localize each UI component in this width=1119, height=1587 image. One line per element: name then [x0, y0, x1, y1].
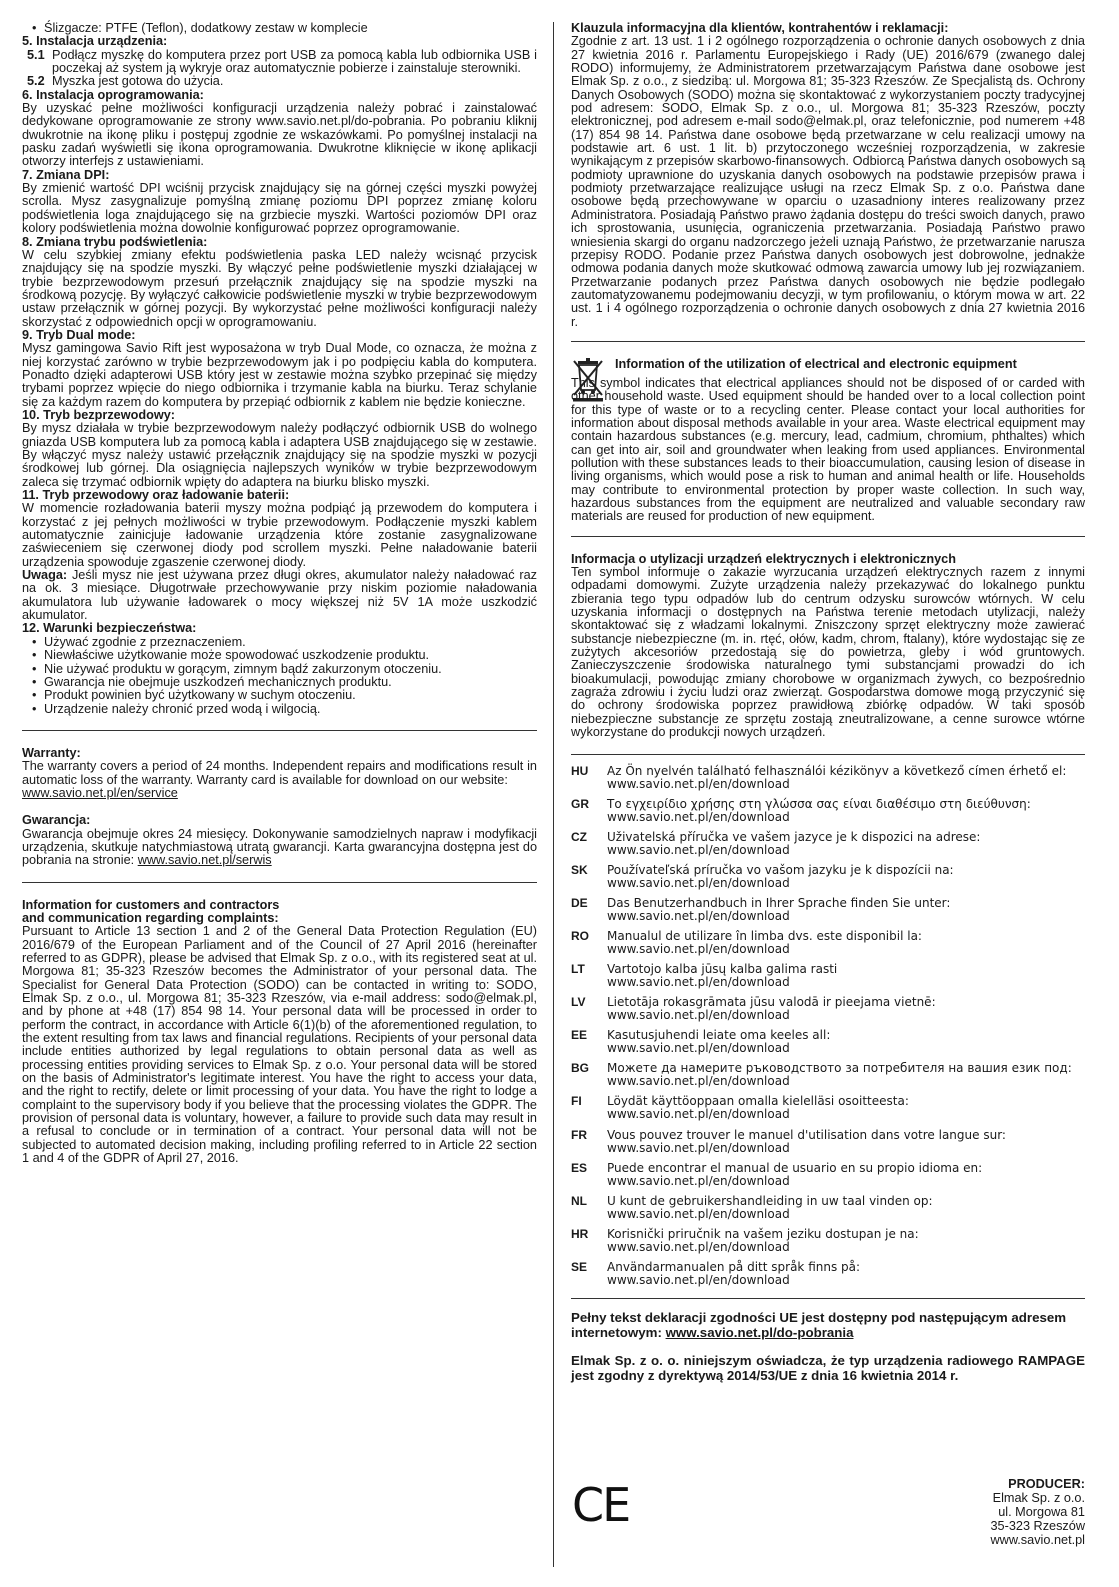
language-item	[571, 996, 1085, 1022]
section-text: By zmienić wartość DPI wciśnij przycisk znajdujący się na górnej części myszki powyżej scrolla. Mysz zasygnalizuje pomyślną zmianę poziomu DPI poprzez zmianę koloru podświetlenia loga znajdującego się na grzbiecie myszki. Wartości poziomów DPI oraz kolory podświetlenia można dowolnie konfigurować poprzez oprogramowanie.	[22, 181, 537, 236]
gwarancja-link[interactable]: www.savio.net.pl/serwis	[137, 853, 272, 868]
declaration-paragraph	[571, 1311, 1085, 1340]
language-code: FI	[571, 1094, 582, 1109]
language-url[interactable]: www.savio.net.pl/en/download	[607, 941, 790, 956]
language-code: SE	[571, 1259, 588, 1274]
gwarancja-text: Gwarancja obejmuje okres 24 miesięcy. Dokonywanie samodzielnych napraw i modyfikacji urządzenia, skutkuje natychmiastową utratą gwarancji. Karta gwarancyjna dostępna jest do pobrania na stronie:	[22, 826, 537, 868]
language-text: Uživatelská příručka ve vašem jazyce je k dispozici na adrese:	[607, 829, 981, 844]
language-item	[571, 1162, 1085, 1188]
language-item	[571, 897, 1085, 923]
language-code: DE	[571, 895, 588, 910]
language-text: Manualul de utilizare în limba dvs. este disponibil la:	[607, 928, 922, 943]
language-item	[571, 1228, 1085, 1254]
language-code: LV	[571, 995, 586, 1010]
ce-mark: CE	[572, 1478, 630, 1532]
language-text: Lietotāja rokasgrāmata jūsu valodā ir pieejama vietnē:	[607, 995, 936, 1010]
declaration-text: Pełny tekst deklaracji zgodności UE jest dostępny pod następującym adresem internetowym:	[571, 1310, 1067, 1340]
language-text: Το εγχειρίδιο χρήσης στη γλώσσα σας είναι διαθέσιμο στη διεύθυνση:	[607, 796, 1031, 811]
language-code: SK	[571, 862, 588, 877]
warranty-link[interactable]: www.savio.net.pl/en/service	[22, 785, 178, 800]
language-item	[571, 1029, 1085, 1055]
feature-list	[22, 22, 537, 35]
language-url[interactable]: www.savio.net.pl/en/download	[607, 1107, 790, 1122]
section-text: By mysz działała w trybie bezprzewodowym należy podłączyć odbiornik USB do wolnego gniazda USB komputera lub za pomocą kabla i adaptera USB znajdującego się w zestawie. By włączyć mysz należy ustawić przełącznik znajdujący się na spodzie myszki w pozycji środkowej lub górnej. Dla osiągnięcia najlepszych wyników w trybie bezprzewodowym zaleca się trzymać odbiornik wpięty do adaptera na biurku blisko myszki.	[22, 421, 537, 489]
language-url[interactable]: www.savio.net.pl/en/download	[607, 776, 790, 791]
language-code: RO	[571, 928, 589, 943]
language-url[interactable]: www.savio.net.pl/en/download	[607, 1074, 790, 1089]
safety-item: • Używać zgodnie z przeznaczeniem.	[22, 636, 537, 649]
language-url[interactable]: www.savio.net.pl/en/download	[607, 1206, 790, 1221]
section-title: 7. Zmiana DPI:	[22, 167, 110, 182]
language-url[interactable]: www.savio.net.pl/en/download	[607, 842, 790, 857]
step-number: 5.2	[27, 74, 45, 89]
section-title: 12. Warunki bezpieczeństwa:	[22, 621, 197, 636]
language-text: Vartotojo kalba jūsų kalba galima rasti	[607, 962, 838, 977]
producer-name: Elmak Sp. z o.o.	[992, 1491, 1085, 1505]
language-item	[571, 1195, 1085, 1221]
language-item	[571, 1129, 1085, 1155]
klauzula-title: Klauzula informacyjna dla klientów, kontrahentów i reklamacji:	[571, 21, 949, 35]
section-title: 6. Instalacja oprogramowania:	[22, 87, 204, 102]
language-url[interactable]: www.savio.net.pl/en/download	[607, 1173, 790, 1188]
warning-note	[22, 569, 537, 622]
producer-city: 35-323 Rzeszów	[990, 1519, 1085, 1533]
step-text: Myszka jest gotowa do użycia.	[52, 74, 224, 89]
section-title: 9. Tryb Dual mode:	[22, 327, 136, 342]
language-url[interactable]: www.savio.net.pl/en/download	[607, 1008, 790, 1023]
left-column	[22, 22, 537, 1166]
language-text: Používateľská príručka vo vašom jazyku je k dispozícii na:	[607, 862, 954, 877]
language-text: Kasutusjuhendi leiate oma keeles all:	[607, 1028, 831, 1043]
gwarancja-paragraph	[22, 828, 537, 868]
warning-text: Jeśli mysz nie jest używana przez długi okres, akumulator należy naładować raz na ok. 3 miesiące. Długotrwałe przechowywanie przy niskim poziomie naładowania akumulatora lub używanie ładowarek o mocy większej niż 5V 1A może uszkodzić akumulator.	[22, 568, 537, 623]
language-text: Användarmanualen på ditt språk finns på:	[607, 1259, 861, 1274]
language-code: BG	[571, 1061, 589, 1076]
section-text: By uzyskać pełne możliwości konfiguracji urządzenia należy pobrać i zainstalować dedykowane oprogramowanie ze strony www.savio.net.pl/do-pobrania. Po pobraniu kliknij dwukrotnie na ikonę pliku i postępuj zgodnie ze wskazówkami. Po pomyślnej instalacji na pasku zadań wyświetli się ikona oprogramowania. Dwukrotne kliknięcie w ikonę aplikacji otworzy interfejs z ustawieniami.	[22, 101, 537, 169]
right-column	[571, 22, 1085, 1383]
column-divider	[553, 22, 554, 1567]
section-title: 11. Tryb przewodowy oraz ładowanie baterii:	[22, 488, 290, 503]
producer-web[interactable]: www.savio.net.pl	[990, 1533, 1085, 1547]
step-item	[22, 49, 537, 76]
language-code: FR	[571, 1127, 587, 1142]
language-code: GR	[571, 796, 589, 811]
gdpr-title: Information for customers and contractors	[22, 897, 280, 912]
safety-item: • Produkt powinien być użytkowany w suchym otoczeniu.	[22, 689, 537, 702]
feature-item: • Ślizgacze: PTFE (Teflon), dodatkowy zestaw w komplecie	[22, 22, 537, 35]
klauzula-text: Zgodnie z art. 13 ust. 1 i 2 ogólnego rozporządzenia o ochronie danych osobowych z dnia 27 kwietnia 2016 r. Parlamentu Europejskiego i Rady (UE) 2016/679 (zwanego dalej RODO) informujemy, że Administratorem przetwarzającym Państwa dane osobowe jest Elmak Sp. z o.o., z siedzibą: ul. Morgowa 81; 35-323 Rzeszów. Ze Specjalistą ds. Ochrony Danych Osobowych (SODO) można się skontaktować z wykorzystaniem poczty tradycyjnej pod adresem: SODO, Elmak Sp. z o.o., ul. Morgowa 81; 35-323 Rzeszów, poczty elektronicznej, pod adresem e-mail sodo@elmak.pl, oraz telefonicznie, pod numerem +48 (17) 854 98 14. Państwa dane osobowe będą przetwarzane w celu realizacji umowy na podstawie art. 6 ust. 1 lit. b) przytoczonego wcześniej rozporządzenia, w zakresie wynikającym z przepisów skarbowo-finansowych. Odbiorcą Państwa danych osobowych są podmioty uprawnione do uzyskania danych osobowych na podstawie przepisów prawa i podmioty przetwarzające realizujące usługi na rzecz Elmak Sp. z o.o. Państwa dane osobowe będą przechowywane w oparciu o uzasadniony interes realizowany przez Administratora. Posiadają Państwo prawo żądania dostępu do treści swoich danych, prawo ich sprostowania, usunięcia, ograniczenia przetwarzania. Posiadają Państwo prawo wniesienia skargi do organu nadzorczego jeżeli uznają Państwo, że przetwarzanie narusza przepisy RODO. Podanie przez Państwa danych osobowych jest dobrowolne, jednakże odmowa podania danych może skutkować odmową zawarcia umowy lub jej rozwiązaniem. Przetwarzanie podanych przez Państwa danych osobowych nie będzie podlegało zautomatyzowanemu podejmowaniu decyzji, w tym profilowaniu, o którym mowa w art. 22 ust. 1 i 4 ogólnego rozporządzenia o ochronie danych osobowych z dnia 27 kwietnia 2016 r.	[571, 34, 1085, 329]
language-text: Puede encontrar el manual de usuario en su propio idioma en:	[607, 1160, 983, 1175]
language-code: LT	[571, 962, 585, 977]
language-code: NL	[571, 1193, 587, 1208]
language-url[interactable]: www.savio.net.pl/en/download	[607, 809, 790, 824]
gwarancja-title: Gwarancja:	[22, 813, 91, 828]
language-text: Vous pouvez trouver le manuel d'utilisation dans votre langue sur:	[607, 1127, 1006, 1142]
producer-street: ul. Morgowa 81	[998, 1505, 1085, 1519]
producer-block	[991, 1477, 1086, 1547]
warranty-title: Warranty:	[22, 745, 81, 760]
section-title: 10. Tryb bezprzewodowy:	[22, 407, 175, 422]
language-url[interactable]: www.savio.net.pl/en/download	[607, 1272, 790, 1287]
radio-declaration: Elmak Sp. z o. o. niniejszym oświadcza, że typ urządzenia radiowego RAMPAGE jest zgodny z dyrektywą 2014/53/UE z dnia 16 kwietnia 2014 r.	[571, 1353, 1085, 1383]
language-item	[571, 930, 1085, 956]
language-item	[571, 963, 1085, 989]
language-code: HR	[571, 1226, 589, 1241]
safety-item: • Niewłaściwe użytkowanie może spowodować uszkodzenie produktu.	[22, 649, 537, 662]
language-item	[571, 864, 1085, 890]
producer-label: PRODUCER:	[1008, 1477, 1085, 1491]
step-number: 5.1	[27, 47, 45, 62]
language-item	[571, 765, 1085, 791]
language-url[interactable]: www.savio.net.pl/en/download	[607, 1140, 790, 1155]
weee-title: Information of the utilization of electrical and electronic equipment	[615, 356, 1017, 371]
section-text: W celu szybkiej zmiany efektu podświetlenia paska LED należy wcisnąć przycisk znajdujący się na spodzie myszki. By włączyć pełne podświetlenie myszki działającej w trybie bezprzewodowym przesuń przełącznik znajdujący się na spodzie myszki na środkową pozycję. By wyłączyć całkowicie podświetlenie myszki w trybie bezprzewodowym ustaw przełącznik w górnej pozycji. By wykorzystać pełne możliwości konfiguracji należy skorzystać z odpowiednich opcji w oprogramowaniu.	[22, 247, 537, 329]
language-list	[571, 765, 1085, 1287]
gdpr-title-line2: and communication regarding complaints:	[22, 910, 279, 925]
safety-list	[22, 636, 537, 716]
section-title: 5. Instalacja urządzenia:	[22, 34, 168, 49]
section-text: W momencie rozładowania baterii myszy można podpiąć ją przewodem do komputera i korzystać z jej pełnych możliwości w trybie przewodowym. Podłączenie myszki kablem automatycznie zainicjuje ładowanie urządzenia które zostanie zasygnalizowane zaświeceniem się czerwonej diody pod scrollem myszki. Pełne naładowanie baterii urządzenia spowoduje zgaszenie czerwonej diody.	[22, 501, 537, 569]
language-code: ES	[571, 1160, 588, 1175]
language-code: EE	[571, 1028, 588, 1043]
language-url[interactable]: www.savio.net.pl/en/download	[607, 1239, 790, 1254]
safety-item: • Urządzenie należy chronić przed wodą i wilgocią.	[22, 703, 537, 716]
language-item	[571, 831, 1085, 857]
language-url[interactable]: www.savio.net.pl/en/download	[607, 875, 790, 890]
step-item	[22, 75, 537, 88]
language-code: CZ	[571, 829, 587, 844]
safety-item: • Nie używać produktu w gorącym, zimnym bądź zakurzonym otoczeniu.	[22, 663, 537, 676]
language-item	[571, 1095, 1085, 1121]
section-title: 8. Zmiana trybu podświetlenia:	[22, 234, 208, 249]
warranty-text: The warranty covers a period of 24 months. Independent repairs and modifications result in automatic loss of the warranty. Warranty card is available for download on our website:	[22, 759, 537, 787]
language-text: Korisnički priručnik na vašem jeziku dostupan je na:	[607, 1226, 919, 1241]
declaration-link[interactable]: www.savio.net.pl/do-pobrania	[665, 1324, 854, 1340]
warning-label: Uwaga:	[22, 568, 68, 583]
language-item	[571, 1062, 1085, 1088]
language-text: U kunt de gebruikershandleiding in uw taal vinden op:	[607, 1193, 933, 1208]
language-text: Можете да намерите ръководството за потребителя на вашия език под:	[607, 1061, 1072, 1076]
weee-pl-text: Ten symbol informuje o zakazie wyrzucania urządzeń elektrycznych razem z innymi odpadami domowymi. Zużyte urządzenia należy przekazywać do lokalnego punktu zbierania tego typu odpadów lub do centrum odzysku surowców wtórnych. W celu uzyskania informacji o dostępnych na Państwa terenie metodach utylizacji, należy skontaktować się z władzami lokalnymi. Zniszczony sprzęt elektryczny może zawierać substancje niebezpieczne (m. in. rtęć, ołów, kadm, chrom, ftalany), które wydostając się ze zużytych akcesoriów przedostają się do powietrza, gleby i wód gruntowych. Zanieczyszczenie środowiska naturalnego tymi substancjami prowadzi do ich bioakumulacji, powodując zmiany chorobowe w organizmach żywych, co bezpośrednio zagraża zdrowiu i życiu ludzi oraz zwierząt. Gospodarstwa domowe mogą przyczynić się do ochrony środowiska poprzez prawidłową zbiórkę odpadów. W taki sposób niebezpieczne substancje ze sprzętu zostają zneutralizowane, a cenne surowce wtórne wykorzystane do produkcji nowych urządzeń.	[571, 565, 1085, 740]
weee-text: This symbol indicates that electrical appliances should not be disposed of or carded with other household waste. Used equipment should be handed over to a local collection point for this type of waste or to a recycling center. Please contact your local authorities for information about disposal methods available in your area. Waste electrical equipment may contain hazardous substances (e.g. mercury, lead, cadmium, chromium, phthaltes) which can get into air, soil and groundwater when leaking from used appliances. Environmental pollution with these substances leads to their bioaccumulation, causing lesion of disease in living organisms, which would pose a risk to human and animal health or life. Households may contribute to environmental protection by proper waste collection. In such way, hazardous substances from the equipment are neutralized and valuable secondary raw materials are reused for production of new equipment.	[571, 375, 1085, 524]
language-url[interactable]: www.savio.net.pl/en/download	[607, 1041, 790, 1056]
gdpr-text: Pursuant to Article 13 section 1 and 2 of the General Data Protection Regulation (EU) 2016/679 of the European Parliament and of the Council of 27 April 2016 (hereinafter referred to as GDPR), please be advised that Elmak Sp. z o.o., with its registered seat at ul. Morgowa 81; 35-323 Rzeszów becomes the Administrator of your personal data. The Specialist for General Data Protection (SODO) can be contacted in writing to: SODO, Elmak Sp. z o.o., ul. Morgowa 81; 35-323 Rzeszów, via e-mail address: sodo@elmak.pl, and by phone at +48 (17) 854 98 14. Your personal data will be processed in order to perform the contract, in accordance with Article 6(1)(b) of the aforementioned regulation, to the extent resulting from tax laws and financial regulations. Recipients of your personal data include entities authorized by legal regulations to obtain personal data as well as processing entities providing services to Elmak Sp. z o.o. Your personal data will be stored on the basis of Administrator's legitimate interest. You have the right to access your data, and the right to rectify, delete or limit processing of your data. You have the right to lodge a complaint to the supervisory body if you believe that the processing violates the GDPR. The provision of personal data is voluntary, however, a failure to provide such data may result in a refusal to conclude or in termination of a contract. Your personal data will not be subjected to automated decision making, including profiling referred to in Article 22 section 1 and 4 of the GDPR of April 27, 2016.	[22, 924, 537, 1166]
section-text: Mysz gamingowa Savio Rift jest wyposażona w tryb Dual Mode, co oznacza, że można z niej korzystać zarówno w trybie bezprzewodowym jak i po podpięciu kabla do komputera. Ponadto dzięki adapterowi USB który jest w zestawie można szybko przepinać się między trybami poprzez wpięcie do niego odbiornika i trzymanie kabla na biurku. Teraz schylanie się za każdym razem do komputera by przepiąć odbiornik z kablem nie będzie konieczne.	[22, 341, 537, 409]
language-item	[571, 798, 1085, 824]
language-url[interactable]: www.savio.net.pl/en/download	[607, 908, 790, 923]
safety-item: • Gwarancja nie obejmuje uszkodzeń mechanicznych produktu.	[22, 676, 537, 689]
language-text: Az Ön nyelvén található felhasználói kézikönyv a következő címen érhető el:	[607, 763, 1067, 778]
language-item	[571, 1261, 1085, 1287]
language-text: Löydät käyttöoppaan omalla kielelläsi osoitteesta:	[607, 1094, 909, 1109]
language-code: HU	[571, 763, 589, 778]
step-text: Podłącz myszkę do komputera przez port USB za pomocą kabla lub odbiornika USB i poczekaj aż system ją wykryje oraz automatycznie pobierze i zainstaluje sterowniki.	[52, 47, 537, 76]
language-url[interactable]: www.savio.net.pl/en/download	[607, 975, 790, 990]
language-text: Das Benutzerhandbuch in Ihrer Sprache finden Sie unter:	[607, 895, 951, 910]
weee-pl-title: Informacja o utylizacji urządzeń elektrycznych i elektronicznych	[571, 551, 956, 566]
